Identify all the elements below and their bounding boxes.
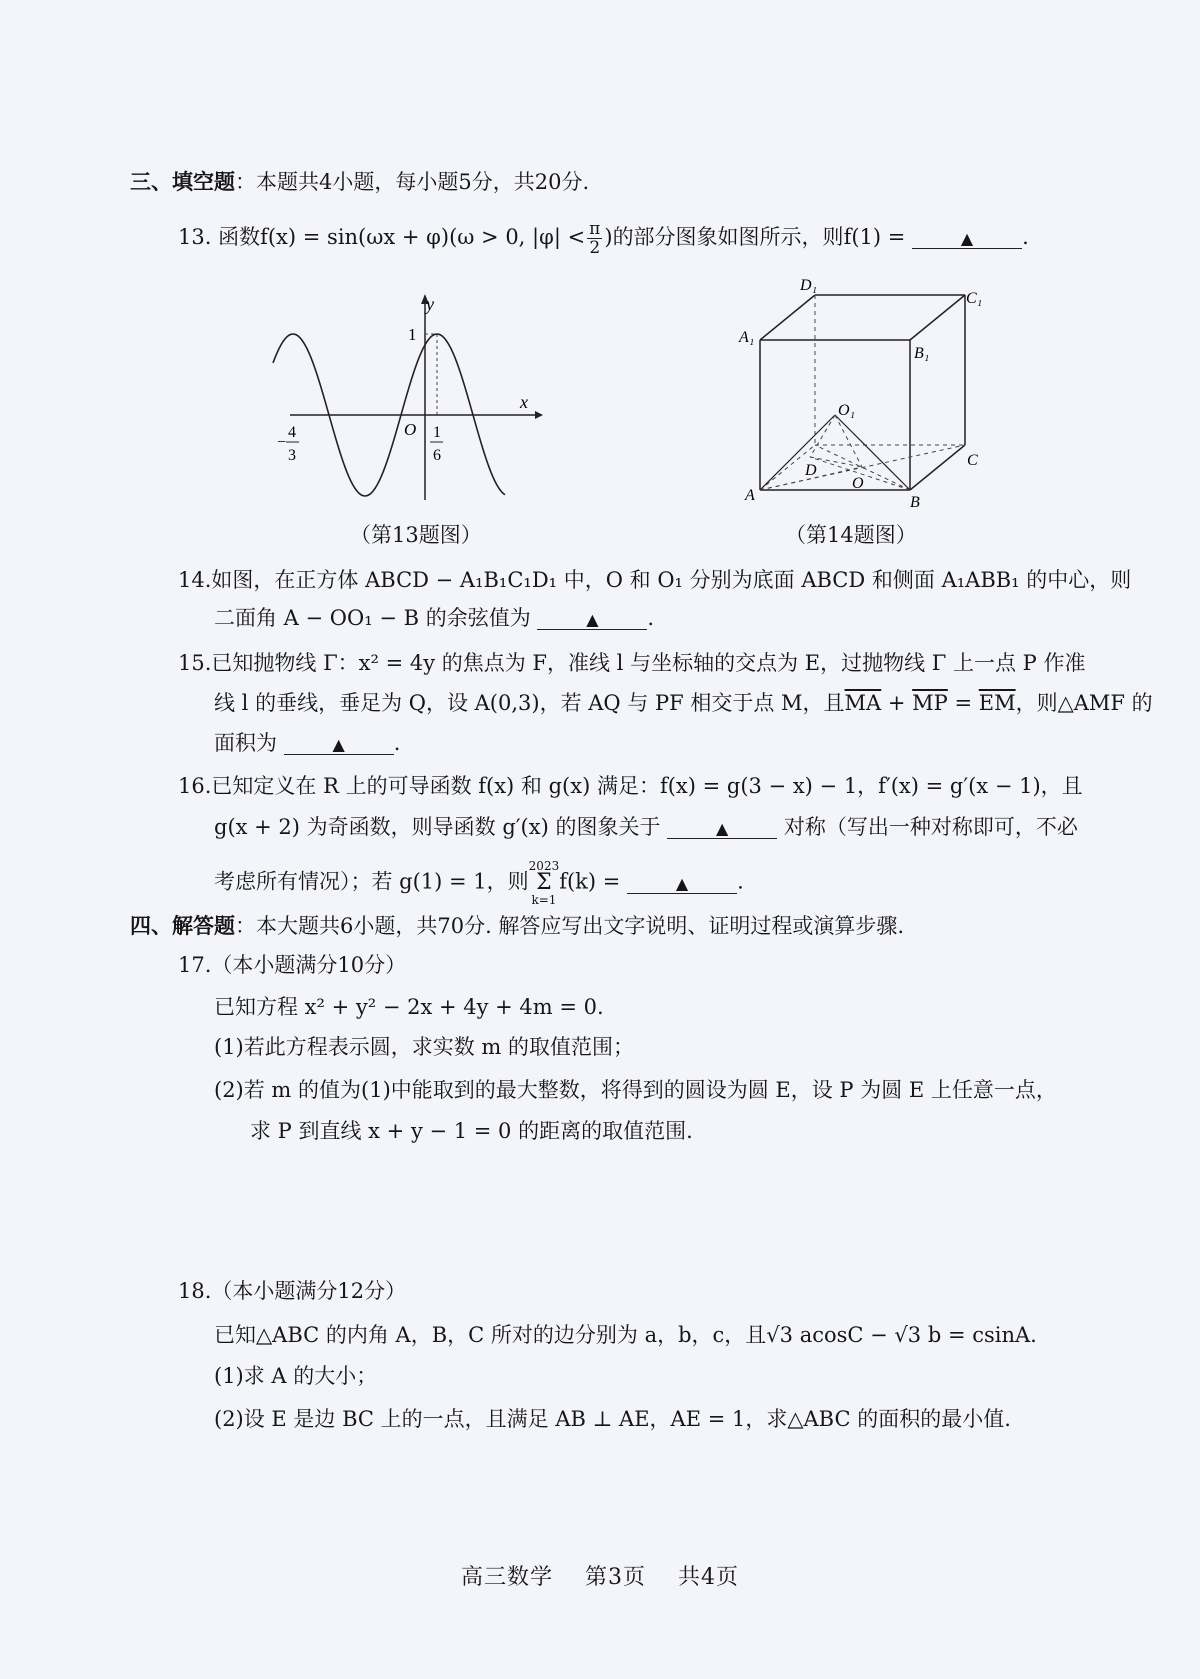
q15-text-1: 已知抛物线 Γ：x² = 4y 的焦点为 F，准线 l 与坐标轴的交点为 E，过抛物线 Γ 上一点 P 作准 [211,651,1086,675]
label-pos-num: 1 [433,424,441,441]
q13-pi-fraction: $\frac{\pi}{2}$ [589,219,601,258]
vector-mp: $\overline{MP}$ [912,691,948,715]
q16-answer-blank-1: ▲ [667,812,777,839]
q18-number: 18. [178,1279,212,1303]
x-axis-arrow [535,411,543,419]
q13-answer-blank: ▲ [912,222,1022,249]
footer-page: 第3页 [585,1565,646,1590]
q18-stem: 已知△ABC 的内角 A，B，C 所对的边分别为 a，b，c，且√3 acosC − √3 b = csinA. [214,1323,1037,1347]
q16-text-3a: 考虑所有情况）；若 g(1) = 1，则 [214,869,529,894]
question-13: 13. 函数f(x) = sin(ωx + φ)(ω > 0, |φ| < $\frac{\pi}{2}$ )的部分图象如图所示，则f(1) = ▲ . [178,219,1029,258]
q15-number: 15. [178,651,212,675]
label-O1: O₁ [838,402,856,419]
question-18-header [178,1276,406,1306]
section-4-heading-line: 四、解答题：本大题共6小题，共70分. 解答应写出文字说明、证明过程或演算步骤. [130,913,905,938]
q16-summation: 2023 Σ k=1 [528,859,560,907]
label-neg-num: 4 [288,424,296,441]
q17-number: 17. [178,953,212,977]
label-B1: B₁ [914,345,930,362]
label-C1: C₁ [966,290,983,307]
question-14-line2: 二面角 A − OO₁ − B 的余弦值为 ▲ . [214,603,654,633]
label-neg-sign: − [277,434,287,451]
q16-answer-blank-2: ▲ [627,867,737,894]
question-15-line1 [178,648,1085,678]
figure-13-caption: （第13题图） [350,523,482,547]
q14-text-1: 如图，在正方体 ABCD − A₁B₁C₁D₁ 中，O 和 O₁ 分别为底面 ABCD 和侧面 A₁ABB₁ 的中心，则 [211,568,1132,592]
q13-func: f(x) = sin(ωx + φ)(ω > 0, |φ| < [260,225,586,249]
q16-number: 16. [178,774,212,798]
q17-score: （本小题满分10分） [211,953,407,977]
question-17-header [178,950,406,980]
label-D: D [805,462,817,479]
q13-number: 13. [178,225,212,249]
figure-13-graph [277,290,545,510]
q18-part1: (1)求 A 的大小； [214,1364,378,1388]
q14-answer-blank: ▲ [537,603,647,630]
vector-em: $\overline{EM}$ [978,691,1016,715]
question-16-line3: 考虑所有情况）；若 g(1) = 1，则2023 Σ k=1f(k) = ▲ . [214,859,744,907]
footer-total: 共4页 [678,1565,739,1590]
q17-part1: (1)若此方程表示圆，求实数 m 的取值范围； [214,1035,635,1059]
q17-part2a: (2)若 m 的值为(1)中能取到的最大整数，将得到的圆设为圆 E，设 P 为圆 E 上任意一点， [214,1078,1057,1102]
q16-text-1: 已知定义在 R 上的可导函数 f(x) 和 g(x) 满足：f(x) = g(3 − x) − 1，f′(x) = g′(x − 1)，且 [211,774,1083,798]
label-y: y [426,294,434,314]
q16-text-2a: g(x + 2) 为奇函数，则导函数 g′(x) 的图象关于 [214,815,661,839]
question-15-line3: 面积为 ▲ . [214,728,400,758]
question-15-line2: 线 l 的垂线，垂足为 Q，设 A(0,3)，若 AQ 与 PF 相交于点 M，且$\overline{MA} + \overline{MP} = \overline{EM}$，则△AMF 的 [214,691,1153,715]
label-origin: O [404,420,417,439]
section-4-desc: 本大题共6小题，共70分. 解答应写出文字说明、证明过程或演算步骤. [256,914,905,938]
question-16-line2 [214,812,1078,842]
q13-text-b: 的部分图象如图所示，则 [612,225,844,249]
label-A: A [745,487,755,504]
section-3-heading-line: 三、填空题：本题共4小题，每小题5分，共20分. [130,169,590,194]
label-pos-den: 6 [433,447,441,464]
q17-part2b: 求 P 到直线 x + y − 1 = 0 的距离的取值范围. [250,1119,693,1143]
q16-text-2b: 对称（写出一种对称即可，不必 [783,815,1078,839]
label-x: x [520,392,528,412]
q13-eq: = [887,225,906,249]
vector-ma: $\overline{MA}$ [844,691,882,715]
q14-number: 14. [178,568,212,592]
q18-part2: (2)设 E 是边 BC 上的一点，且满足 AB ⊥ AE，AE = 1，求△ABC 的面积的最小值. [214,1407,1011,1431]
label-C: C [967,452,978,469]
section-3-heading: 三、填空题 [130,169,235,194]
figure-14-cube [730,275,983,515]
q16-sum-body: f(k) = [559,869,621,894]
label-A1: A₁ [739,329,755,346]
page-footer [0,1560,1200,1591]
label-neg-den: 3 [288,447,296,464]
label-O: O [852,475,864,492]
q13-text-a: 函数 [218,225,261,249]
figure-14-caption: （第14题图） [785,523,917,547]
q13-f1: f(1) [843,225,882,249]
q14-text-2: 二面角 A − OO₁ − B 的余弦值为 [214,606,531,630]
q15-text-2: 线 l 的垂线，垂足为 Q，设 A(0,3)，若 AQ 与 PF 相交于点 M，且 [214,691,845,715]
label-B: B [910,494,920,511]
label-one: 1 [408,325,417,344]
footer-subject: 高三数学 [460,1565,553,1590]
q15-text-3: 面积为 [214,731,277,755]
section-3-desc: 本题共4小题，每小题5分，共20分. [256,170,590,194]
q17-stem: 已知方程 x² + y² − 2x + 4y + 4m = 0. [214,995,604,1019]
q15-answer-blank: ▲ [284,728,394,755]
label-D1: D₁ [800,277,818,294]
question-14-line1 [178,565,1131,595]
q18-score: （本小题满分12分） [211,1279,407,1303]
question-16-line1 [178,771,1083,801]
section-4-heading: 四、解答题 [130,913,235,938]
